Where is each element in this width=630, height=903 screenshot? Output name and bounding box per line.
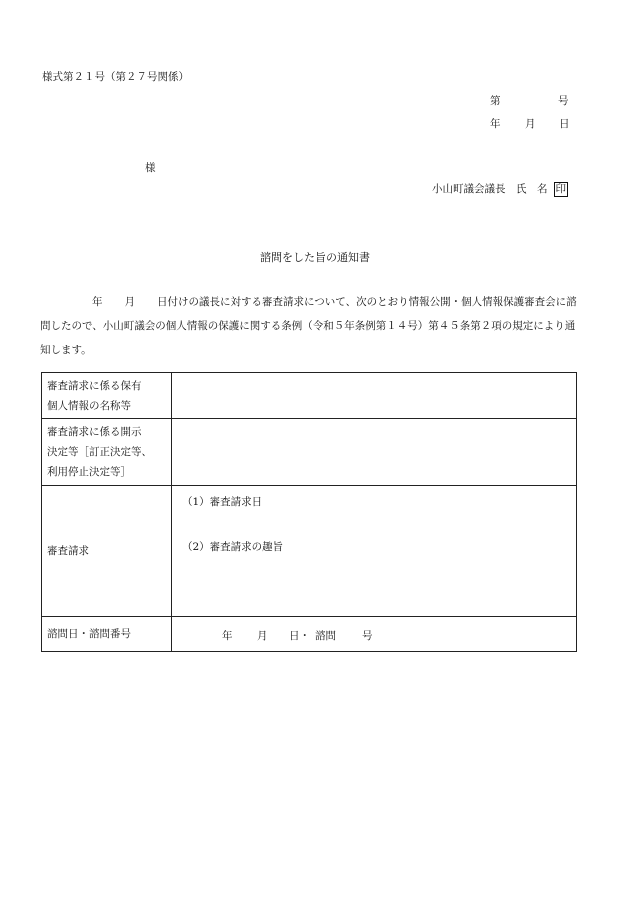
sender — [432, 181, 568, 197]
row-label — [42, 617, 172, 652]
row-label-line: 審査請求に係る開示 — [47, 426, 142, 438]
row-value[interactable] — [172, 373, 577, 419]
form-number: 様式第２１号（第２７号関係） — [42, 71, 189, 83]
table-row — [42, 617, 577, 652]
row-label — [42, 419, 172, 486]
document-number-prefix: 第 — [490, 95, 501, 107]
row-value[interactable] — [172, 419, 577, 486]
row-value[interactable] — [172, 486, 577, 617]
body-year: 年 — [92, 296, 103, 308]
inquiry-year: 年 — [222, 630, 233, 642]
row-label — [42, 373, 172, 419]
request-purpose-item: （2）審査請求の趣旨 — [182, 541, 284, 553]
issue-date-year: 年 — [490, 118, 501, 130]
row-label-line: 個人情報の名称等 — [47, 399, 131, 412]
row-label-line: 利用停止決定等］ — [47, 466, 131, 478]
table-row — [42, 419, 577, 486]
info-table — [41, 372, 577, 652]
body-text: 日付けの議長に対する審査請求について、次のとおり情報公開・個人情報保護審査会に諮問したので、小山町議会の個人情報の保護に関する条例（令和５年条例第１４号）第４５条第２項の規定により通知します。 — [40, 296, 577, 356]
inquiry-day: 日・ — [289, 630, 310, 642]
addressee: 様 — [145, 162, 156, 174]
row-label-line: 諮問日・諮問番号 — [47, 628, 131, 640]
request-date-item: （1）審査請求日 — [182, 496, 263, 508]
sender-title: 小山町議会議長 氏 名 — [432, 183, 548, 195]
document-number-suffix: 号 — [558, 95, 569, 107]
inquiry-number: 号 — [362, 630, 373, 642]
inquiry-label: 諮問 — [315, 630, 336, 642]
row-label-line: 審査請求 — [47, 545, 89, 557]
row-label-line: 審査請求に係る保有 — [47, 379, 142, 392]
table-row — [42, 486, 577, 617]
row-label-line: 決定等［訂正決定等、 — [47, 446, 152, 458]
inquiry-month: 月 — [257, 630, 268, 642]
table-row — [42, 373, 577, 419]
body-month: 月 — [124, 296, 135, 308]
document-title: 諮問をした旨の通知書 — [260, 251, 370, 264]
row-label — [42, 486, 172, 617]
issue-date-month: 月 — [525, 118, 536, 130]
seal-mark: 印 — [555, 183, 566, 195]
issue-date-day: 日 — [559, 118, 570, 130]
row-value[interactable] — [172, 617, 577, 652]
body-paragraph — [40, 290, 580, 362]
